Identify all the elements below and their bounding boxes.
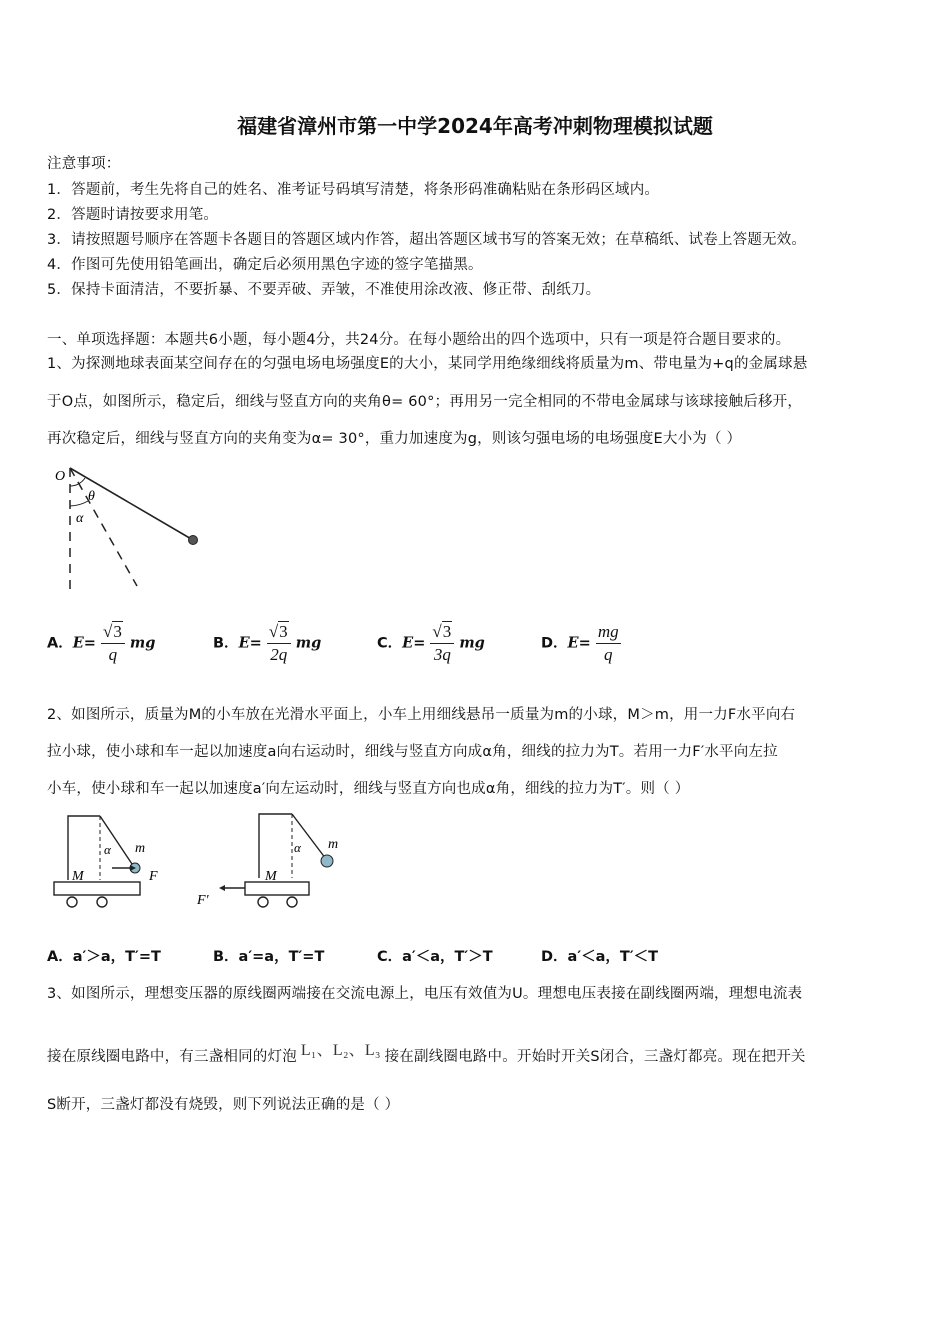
q2-option-d[interactable]: D．a′＜a，T′＜T — [541, 949, 659, 965]
q2-cart-figure-left — [50, 810, 170, 915]
label-alpha-right: α — [294, 840, 301, 855]
q1-option-d[interactable]: D．E= $\frac{mg}{q}$ — [541, 622, 619, 664]
q1-line-1: 1、为探测地球表面某空间存在的匀强电场电场强度E的大小，某同学用绝缘细线将质量为m、带电量为+q的金属球悬 — [47, 356, 808, 372]
label-M-right: M — [265, 869, 277, 884]
q1-line-3: 再次稳定后，细线与竖直方向的夹角变为α= 30°，重力加速度为g，则该匀强电场的电场强度E大小为（ ） — [47, 431, 742, 447]
label-F: F — [149, 869, 158, 884]
q2-cart-figure-right — [195, 806, 355, 916]
lamp-l2: L₂ — [332, 1042, 349, 1059]
q2-line-1: 2、如图所示，质量为M的小车放在光滑水平面上，小车上用细线悬吊一质量为m的小球，M＞m，用一力F水平向右 — [47, 707, 796, 723]
label-m-left: m — [135, 841, 146, 856]
q1-line-2: 于O点，如图所示，稳定后，细线与竖直方向的夹角θ= 60°；再用另一完全相同的不带电金属球与该球接触后移开， — [47, 394, 803, 410]
label-alpha: α — [76, 511, 84, 526]
q3-line-3: S断开，三盏灯都没有烧毁，则下列说法正确的是（ ） — [47, 1097, 400, 1113]
q1-option-a[interactable]: A．E= $\frac{√3}{q}$ mg — [47, 622, 156, 664]
q2-option-a[interactable]: A．a′＞a，T′=T — [47, 949, 161, 965]
q3-line-1: 3、如图所示，理想变压器的原线圈两端接在交流电源上，电压有效值为U。理想电压表接在副线圈两端，理想电流表 — [47, 986, 803, 1002]
note-item-2: 2．答题时请按要求用笔。 — [47, 207, 219, 223]
label-M-left: M — [72, 869, 84, 884]
lamp-l3: L₃ — [364, 1042, 381, 1059]
note-item-4: 4．作图可先使用铅笔画出，确定后必须用黑色字迹的签字笔描黑。 — [47, 257, 483, 273]
section-heading: 一、单项选择题：本题共6小题，每小题4分，共24分。在每小题给出的四个选项中，只有一项是符合题目要求的。 — [47, 332, 791, 348]
note-item-3: 3．请按照题号顺序在答题卡各题目的答题区域内作答，超出答题区域书写的答案无效；在草稿纸、试卷上答题无效。 — [47, 232, 807, 248]
q1-pendulum-figure — [50, 462, 220, 597]
exam-title: 福建省漳州市第一中学2024年高考冲刺物理模拟试题 — [237, 114, 713, 138]
notes-heading: 注意事项： — [47, 156, 121, 172]
q2-option-b[interactable]: B．a′=a，T′=T — [213, 949, 325, 965]
label-m-right: m — [328, 837, 339, 852]
label-alpha-left: α — [104, 842, 111, 857]
q2-line-2: 拉小球，使小球和车一起以加速度a向右运动时，细线与竖直方向成α角，细线的拉力为T。若用一力F′水平向左拉 — [47, 744, 778, 760]
q1-option-c[interactable]: C．E= $\frac{√3}{3q}$ mg — [377, 622, 485, 664]
q2-option-c[interactable]: C．a′＜a，T′＞T — [377, 949, 493, 965]
q1-option-b[interactable]: B．E= $\frac{√3}{2q}$ mg — [213, 622, 322, 664]
label-F-prime: F′ — [197, 893, 209, 908]
label-theta: θ — [88, 489, 95, 504]
small-ball-right — [321, 855, 333, 867]
lamp-l1: L₁ — [300, 1042, 317, 1059]
note-item-5: 5．保持卡面清洁，不要折暴、不要弄破、弄皱，不准使用涂改液、修正带、刮纸刀。 — [47, 282, 601, 298]
label-o: O — [55, 469, 66, 484]
note-item-1: 1．答题前，考生先将自己的姓名、准考证号码填写清楚，将条形码准确粘贴在条形码区域内。 — [47, 182, 660, 198]
q3-line-2: 接在原线圈电路中，有三盏相同的灯泡 L₁、L₂、L₃ 接在副线圈电路中。开始时开关S闭合，三盏灯都亮。现在把开关 — [47, 1042, 806, 1065]
q2-line-3: 小车，使小球和车一起以加速度a′向左运动时，细线与竖直方向也成α角，细线的拉力为T′。则（ ） — [47, 781, 690, 797]
charged-ball — [189, 536, 198, 545]
